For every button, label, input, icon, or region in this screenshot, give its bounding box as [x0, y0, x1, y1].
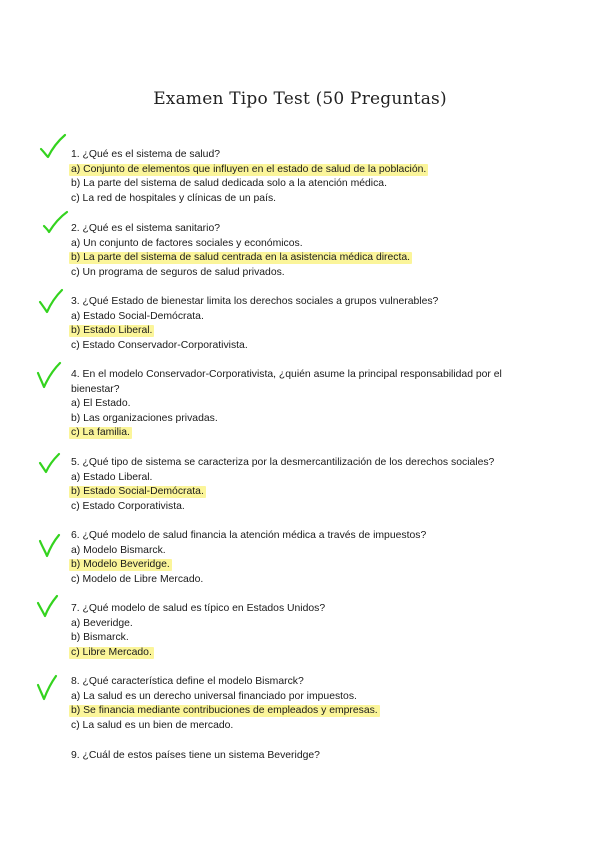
question-1: [71, 148, 541, 206]
answer-option-c: c) La red de hospitales y clínicas de un país.: [71, 192, 277, 204]
question-text: 2. ¿Qué es el sistema sanitario?: [71, 223, 221, 234]
question-text: 1. ¿Qué es el sistema de salud?: [71, 149, 221, 160]
answer-option-a: a) Beveridge.: [71, 617, 133, 629]
answer-option-c-selected: c) Libre Mercado.: [71, 646, 152, 658]
question-text: 5. ¿Qué tipo de sistema se caracteriza por la desmercantilización de los derechos sociales?: [71, 457, 495, 468]
page-title: Examen Tipo Test (50 Preguntas): [153, 89, 447, 109]
checkmark-icon: [37, 533, 67, 563]
answer-option-b: b) Bismarck.: [71, 632, 129, 644]
question-text: 3. ¿Qué Estado de bienestar limita los derechos sociales a grupos vulnerables?: [71, 296, 439, 307]
answer-option-b-selected: b) Se financia mediante contribuciones de empleados y empresas.: [71, 705, 378, 717]
answer-option-a-selected: a) Conjunto de elementos que influyen en el estado de salud de la población.: [71, 163, 427, 175]
question-6: [71, 529, 541, 587]
question-5: [71, 456, 541, 514]
question-text: 7. ¿Qué modelo de salud es típico en Estados Unidos?: [71, 603, 326, 614]
answer-option-a: a) El Estado.: [71, 398, 131, 410]
answer-option-a: a) Estado Social-Demócrata.: [71, 310, 204, 322]
checkmark-icon: [37, 287, 67, 317]
question-4: [71, 368, 541, 441]
answer-option-b-selected: b) Estado Social-Demócrata.: [71, 486, 204, 498]
answer-option-a: a) Estado Liberal.: [71, 471, 153, 483]
checkmark-icon: [37, 450, 67, 480]
answer-option-c: c) Estado Corporativista.: [71, 500, 185, 512]
answer-option-b-selected: b) Modelo Beveridge.: [71, 559, 170, 571]
checkmark-icon: [35, 593, 65, 623]
answer-option-c: c) Un programa de seguros de salud privados.: [71, 266, 285, 278]
answer-option-b: b) Las organizaciones privadas.: [71, 412, 218, 424]
answer-option-b: b) La parte del sistema de salud dedicada solo a la atención médica.: [71, 178, 387, 190]
answer-option-b-selected: b) Estado Liberal.: [71, 325, 153, 337]
checkmark-icon: [35, 360, 65, 390]
question-7: [71, 602, 541, 660]
question-text: 6. ¿Qué modelo de salud financia la atención médica a través de impuestos?: [71, 530, 427, 541]
checkmark-icon: [35, 673, 65, 703]
question-text: 9. ¿Cuál de estos países tiene un sistema Beveridge?: [71, 750, 320, 761]
question-text: 8. ¿Qué característica define el modelo Bismarck?: [71, 676, 304, 687]
question-3: [71, 295, 541, 353]
checkmark-icon: [41, 208, 71, 238]
question-text: 4. En el modelo Conservador-Corporativista, ¿quién asume la principal responsabilidad por el bienestar?: [71, 369, 502, 395]
question-8: [71, 675, 541, 733]
answer-option-a: a) Un conjunto de factores sociales y económicos.: [71, 237, 303, 249]
answer-option-a: a) La salud es un derecho universal financiado por impuestos.: [71, 690, 357, 702]
answer-option-c: c) Estado Conservador-Corporativista.: [71, 339, 248, 351]
question-9: [71, 749, 541, 764]
checkmark-icon: [38, 132, 68, 162]
answer-option-c: c) La salud es un bien de mercado.: [71, 719, 234, 731]
answer-option-c: c) Modelo de Libre Mercado.: [71, 573, 204, 585]
answer-option-c-selected: c) La familia.: [71, 427, 130, 439]
question-2: [71, 222, 541, 280]
answer-option-a: a) Modelo Bismarck.: [71, 544, 166, 556]
answer-option-b-selected: b) La parte del sistema de salud centrada en la asistencia médica directa.: [71, 252, 411, 264]
